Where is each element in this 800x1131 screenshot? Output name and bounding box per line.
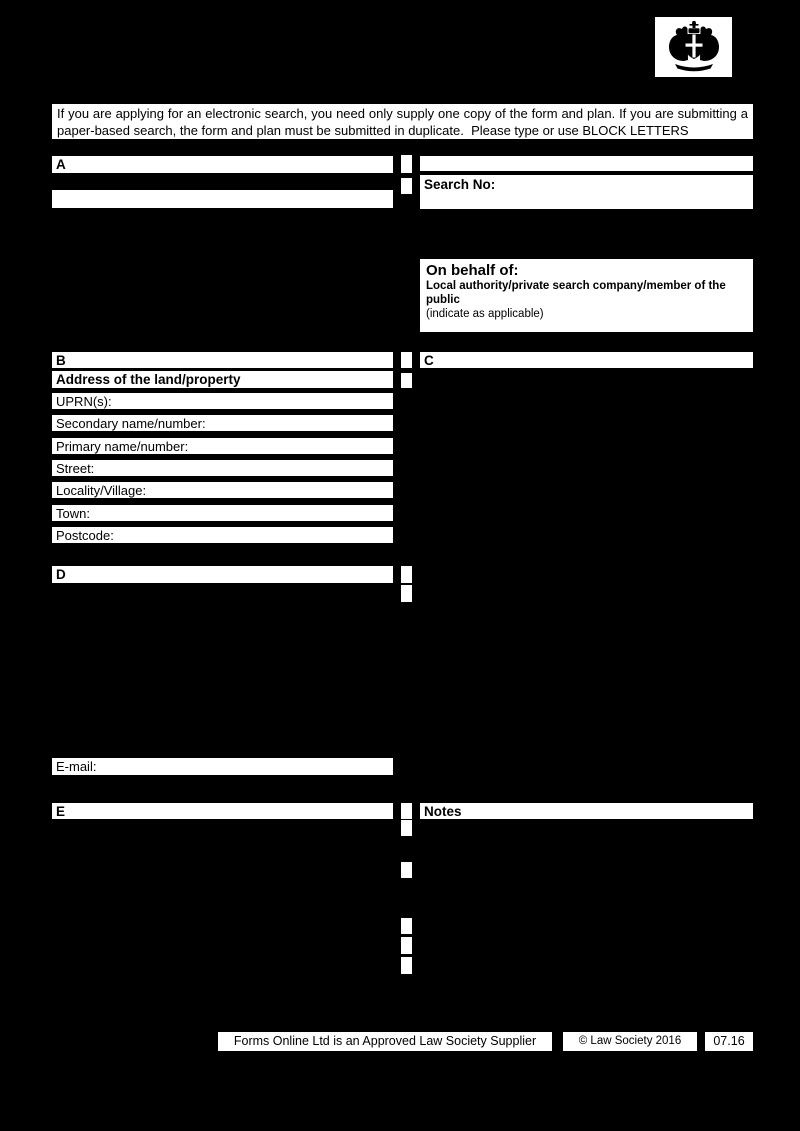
divider-block <box>401 957 412 974</box>
field-secondary-name[interactable] <box>52 415 393 431</box>
divider-block <box>401 352 412 368</box>
divider-block <box>401 585 412 602</box>
field-postcode-label: Postcode: <box>56 528 114 543</box>
field-email[interactable] <box>52 758 393 775</box>
section-d-header <box>52 566 393 583</box>
field-street-label: Street: <box>56 461 95 476</box>
field-email-label: E-mail: <box>56 759 97 774</box>
instruction-line2: paper-based search, the form and plan must be submitted in duplicate. Please type or use BLOCK LETTERS <box>57 123 689 138</box>
divider-block <box>401 803 412 819</box>
divider-block <box>401 918 412 934</box>
footer-supplier: Forms Online Ltd is an Approved Law Society Supplier <box>218 1032 552 1051</box>
divider-block <box>401 178 412 194</box>
notes-header <box>420 803 753 819</box>
on-behalf-options: Local authority/private search company/member of the public <box>426 280 726 306</box>
divider-block <box>401 937 412 954</box>
search-no-box[interactable] <box>420 175 753 209</box>
field-locality[interactable] <box>52 482 393 498</box>
divider-block <box>401 566 412 583</box>
notes-label: Notes <box>424 804 462 819</box>
search-no-label: Search No: <box>424 177 496 192</box>
dated-label: Dated: <box>426 330 473 347</box>
divider-block <box>401 373 412 388</box>
field-postcode[interactable] <box>52 527 393 543</box>
field-town-label: Town: <box>56 506 90 521</box>
section-b-label: B <box>56 353 66 368</box>
crest-icon <box>661 21 727 73</box>
applicant-input-bar[interactable] <box>52 190 393 208</box>
section-a-label: A <box>56 157 66 172</box>
instruction-line1: If you are applying for an electronic search, you need only supply one copy of the form and plan. If you are submitting a <box>57 106 748 121</box>
field-primary-name-label: Primary name/number: <box>56 439 189 454</box>
section-c-label: C <box>424 353 434 368</box>
field-uprn[interactable] <box>52 393 393 409</box>
instruction-box <box>52 104 753 139</box>
field-secondary-name-label: Secondary name/number: <box>56 416 206 431</box>
on-behalf-box[interactable] <box>420 259 753 347</box>
law-society-crest-logo <box>655 17 732 77</box>
section-c-header <box>420 352 753 368</box>
on-behalf-note: (indicate as applicable) <box>426 308 544 320</box>
address-subtitle: Address of the land/property <box>56 372 241 387</box>
field-locality-label: Locality/Village: <box>56 483 147 498</box>
on-behalf-title: On behalf of: <box>426 262 519 279</box>
field-uprn-label: UPRN(s): <box>56 394 112 409</box>
field-street[interactable] <box>52 460 393 476</box>
footer-copyright: © Law Society 2016 <box>563 1032 697 1051</box>
divider-block <box>401 862 412 878</box>
section-e-header <box>52 803 393 819</box>
section-a-header <box>52 156 393 173</box>
divider-block <box>401 820 412 836</box>
search-top-bar[interactable] <box>420 156 753 171</box>
field-primary-name[interactable] <box>52 438 393 454</box>
section-d-label: D <box>56 567 66 582</box>
field-town[interactable] <box>52 505 393 521</box>
footer-version: 07.16 <box>705 1032 753 1051</box>
divider-block <box>401 155 412 173</box>
section-b-header <box>52 352 393 368</box>
section-e-label: E <box>56 804 66 819</box>
address-subtitle-bar <box>52 371 393 388</box>
